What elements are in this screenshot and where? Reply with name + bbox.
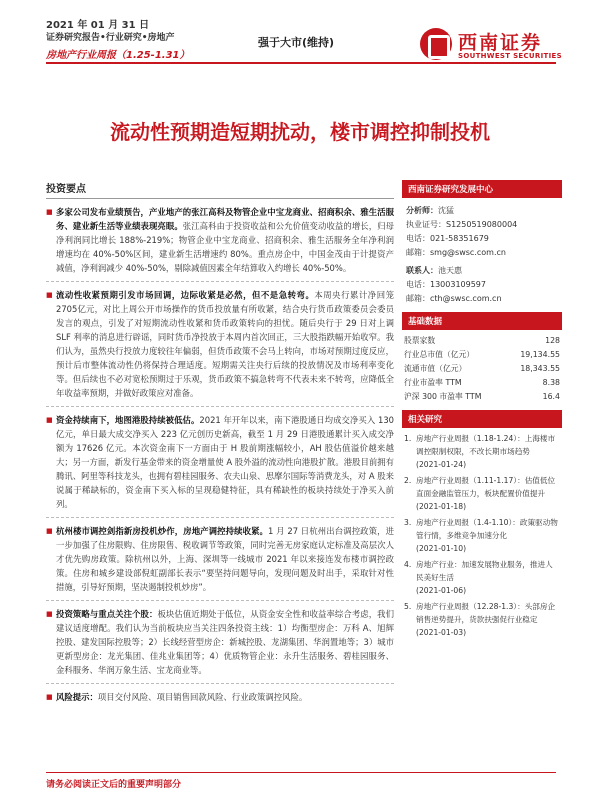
related-title: 房地产行业周报（1.11-1.17）：估值低位直面金融监管压力，板块配置价值提升 <box>416 476 556 498</box>
related-title: 房地产行业：加速发展物业服务，推进人民美好生活 <box>416 560 553 582</box>
contact-phone: 13003109597 <box>430 280 486 289</box>
basic-data-title: 基础数据 <box>402 312 562 330</box>
bullet-body: 1 月 27 日杭州出台调控政策，进一步加强了住房限购、住房限售、税收调节等政策，同时完善无房家庭认定标准及高层次人才优先购房政策。除杭州以外，上海、深圳等一线城市 2021 年以来接连发布楼市调控政策。住房和城乡建设部倪虹副部长表示“要坚持问题导向，发现问题及时出手，采取针对性措施，引导好预期，坚决遏制投机炒房”。 <box>56 526 394 592</box>
license-label: 执业证号： <box>406 220 446 229</box>
divider <box>46 281 394 282</box>
bullet-body: 本周央行累计净回笼 2705亿元，对比上周公开市场操作的货币投放量有所收紧，结合央行货币政策委员会委员发言的观点，引发了对短期流动性收紧和货币政策转向的担忧。随后央行于 29 日对上调 SLF 利率的消息进行辟谣，同时货币净投放于本周内首次回正，三大股指跌幅开始收窄。我们认为，虽然央行投放力度较往年偏弱，但货币政策不会马上转向，市场对预期过度反应，预计后市整体流动性仍将保持合理适度。短期需关注央行后续的投放情况及市场利率变化等。但后续也不必对宽松预期过于乐观，货币政策不搞急转弯不代表未来不转弯，应降低全年收益率预期，并做好政策应对准备。 <box>56 290 395 398</box>
bullet-item <box>46 288 394 400</box>
table-value: 128 <box>545 336 560 345</box>
table-label: 股票家数 <box>404 336 436 345</box>
rating-label: 强于大市(维持) <box>258 36 335 49</box>
license-row <box>406 218 558 232</box>
related-research-title: 相关研究 <box>402 410 562 428</box>
report-period: 房地产行业周报（1.25-1.31） <box>46 50 190 61</box>
table-row <box>402 334 562 348</box>
section-title: 投资要点 <box>46 180 394 199</box>
related-text <box>416 558 560 597</box>
table-row <box>402 390 562 404</box>
contact-name: 池天惠 <box>438 266 462 275</box>
contact-email[interactable]: cth@swsc.com.cn <box>430 294 502 303</box>
contact-email-row <box>406 292 558 306</box>
contact-label: 联系人： <box>406 266 438 275</box>
related-num: 1. <box>404 434 412 443</box>
bullet-item <box>46 524 394 594</box>
bullet-lead: 资金持续南下，地图港股持续被低估。 <box>56 415 200 425</box>
related-num: 3. <box>404 518 412 527</box>
bullet-lead: 风险提示： <box>56 692 98 702</box>
bullet-lead: 杭州楼市调控剑指新房投机炒作，房地产调控持续收紧。 <box>56 526 269 536</box>
table-value: 19,134.55 <box>520 350 560 359</box>
bullet-item <box>46 607 394 677</box>
table-row <box>402 376 562 390</box>
related-num: 4. <box>404 560 412 569</box>
report-header <box>0 0 600 110</box>
related-title: 房地产行业周报（1.18-1.24）：上海楼市调控限制权限，不改长期市场趋势 <box>416 434 556 456</box>
summary-column <box>46 180 394 710</box>
related-item[interactable] <box>404 474 560 513</box>
bullet-lead: 投资策略与重点关注个股： <box>56 609 158 619</box>
related-date: (2021-01-24) <box>416 460 467 469</box>
table-label: 沪深 300 市盈率 TTM <box>404 392 482 401</box>
report-type: 证券研究报告•行业研究•房地产 <box>46 33 175 43</box>
related-item[interactable] <box>404 432 560 471</box>
company-logo <box>420 28 570 64</box>
logo-text-cn: 西南证券 <box>458 32 543 54</box>
basic-data-table <box>402 334 562 404</box>
related-date: (2021-01-03) <box>416 628 467 637</box>
divider <box>46 406 394 407</box>
related-title: 房地产行业周报（1.4-1.10）：政策驱动物管行情，多维竞争加速分化 <box>416 518 558 540</box>
bullet-lead: 流动性收紧预期引发市场回调，边际收紧是必然，但不是急转弯。 <box>56 290 315 300</box>
header-rule <box>46 62 556 64</box>
analyst-label: 分析师： <box>406 206 438 215</box>
analyst-info <box>402 198 562 306</box>
email-row <box>406 246 558 260</box>
related-num: 2. <box>404 476 412 485</box>
related-date: (2021-01-06) <box>416 586 467 595</box>
bullet-lead: 多家公司发布业绩预告，产业地产的张江高科及物管企业中宝龙商业、招商积余、雅生活服务、建业新生活等业绩表现亮眼。 <box>56 207 394 231</box>
table-label: 流通市值（亿元） <box>404 364 467 373</box>
related-title: 房地产行业周报（12.28-1.3）：头部房企销售逆势提升，货款扶强促行业稳定 <box>416 602 556 624</box>
related-text <box>416 432 560 471</box>
related-date: (2021-01-18) <box>416 502 467 511</box>
bullet-item <box>46 690 394 704</box>
divider <box>46 683 394 684</box>
contact-row <box>406 264 558 278</box>
related-item[interactable] <box>404 516 560 555</box>
phone-row <box>406 232 558 246</box>
table-value: 16.4 <box>542 392 560 401</box>
bullet-body: 板块估值近期处于低位，从资金安全性和收益率综合考虑，我们建议适度增配。我们认为当前板块应当关注四条投资主线：1）均衡型房企：万科 A、旭辉控股、建发国际控股等；2）长线经营型房企：新城控股、龙湖集团、华润置地等；3）城市更新型房企：龙光集团、佳兆业集团等；4）优质物管企业：永升生活服务、碧桂园服务、金科服务、华润万象生活、宝龙商业等。 <box>56 609 395 675</box>
page-title: 流动性预期造短期扰动，楼市调控抑制投机 <box>110 120 490 144</box>
bullet-item <box>46 413 394 511</box>
table-value: 18,343.55 <box>520 364 560 373</box>
table-label: 行业总市值（亿元） <box>404 350 475 359</box>
table-row <box>402 362 562 376</box>
bullet-item <box>46 205 394 275</box>
bullet-body: 张江高科由于投资收益和公允价值变动收益的增长，归母净利润同比增长 188%-219%；物管企业中宝龙商业、招商积余、雅生活服务全年净利润增速均在 40%-50%区间，建业新生活增速约 80%。重点房企中，中国金茂由于计提资产减值，净利润减少 40%-50%，剔除减值因素全年结算收入约增长 40%-50%。 <box>56 221 395 273</box>
analyst-row <box>406 204 558 218</box>
email-label: 邮箱： <box>406 248 430 257</box>
footer-disclaimer: 请务必阅读正文后的重要声明部分 <box>46 772 556 790</box>
divider <box>46 600 394 601</box>
related-text <box>416 516 560 555</box>
related-item[interactable] <box>404 558 560 597</box>
related-num: 5. <box>404 602 412 611</box>
phone-label: 电话： <box>406 234 430 243</box>
email-address[interactable]: smg@swsc.com.cn <box>430 248 506 257</box>
institute-title: 西南证券研究发展中心 <box>402 180 562 198</box>
related-research-list <box>402 428 562 639</box>
contact-phone-label: 电话： <box>406 280 430 289</box>
license-number: S1250519080004 <box>446 220 518 229</box>
logo-text-en: SOUTHWEST SECURITIES <box>458 52 562 60</box>
table-row <box>402 348 562 362</box>
contact-email-label: 邮箱： <box>406 294 430 303</box>
related-text <box>416 600 560 639</box>
related-item[interactable] <box>404 600 560 639</box>
contact-phone-row <box>406 278 558 292</box>
divider <box>46 517 394 518</box>
sidebar <box>402 180 562 642</box>
table-label: 行业市盈率 TTM <box>404 378 462 387</box>
bullet-body: 2021 年开年以来，南下港股通日均成交净买入 130 亿元，单日最大成交净买入 223 亿元创历史新高，截至 1 月 29 日港股通累计买入成交净额为 17626 亿元。本次资金南下一方面由于 H 股前期涨幅较小，AH 股估值溢价越来越大；另一方面，新发行基金带来的资金增量使 A 股外溢的流动性向港股扩散。港股目前拥有腾讯、阿里等科技龙头，也拥有碧桂园服务、农夫山泉、思摩尔国际等消费龙头，对 A 股来说属于稀缺标的，资金南下买入标的呈现稳健特征，具有稀缺性的板块持续处于净买入前列。 <box>56 415 395 509</box>
bullet-body: 项目交付风险、项目销售回款风险、行业政策调控风险。 <box>97 692 308 702</box>
report-date: 2021 年 01 月 31 日 <box>46 20 150 31</box>
related-date: (2021-01-10) <box>416 544 467 553</box>
logo-mark-icon <box>420 28 452 60</box>
analyst-name: 沈猛 <box>438 206 454 215</box>
table-value: 8.38 <box>542 378 560 387</box>
related-text <box>416 474 560 513</box>
phone-number: 021-58351679 <box>430 234 489 243</box>
